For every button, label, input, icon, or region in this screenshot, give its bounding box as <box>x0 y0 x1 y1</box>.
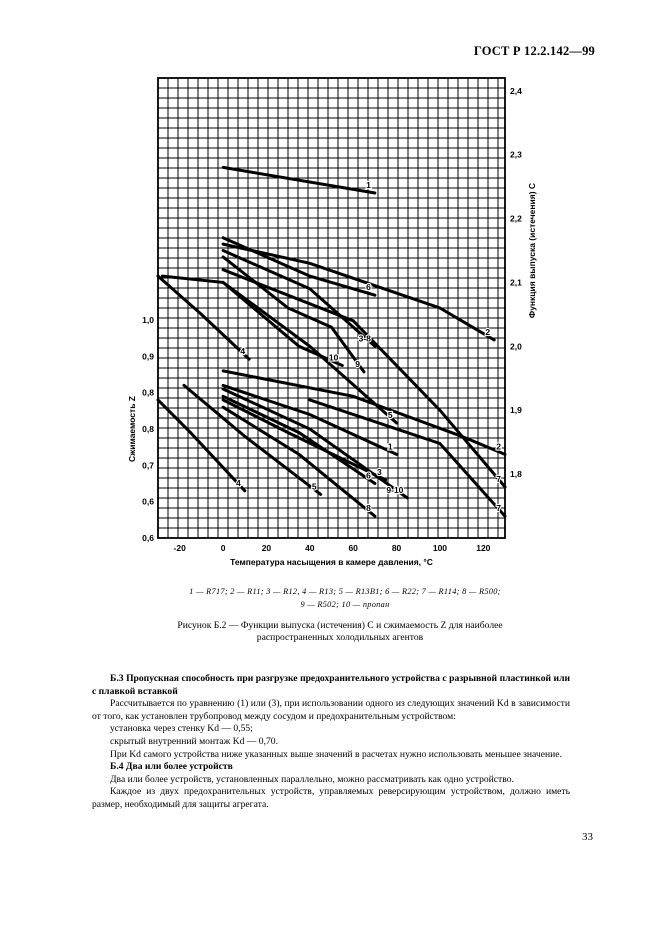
chart-curves <box>158 167 505 516</box>
x-tick-label: 120 <box>476 543 491 553</box>
c-curve-label: 7 <box>496 473 501 484</box>
c-curve-6 <box>223 238 375 296</box>
x-tick-label: -20 <box>173 543 186 553</box>
caption-line-2: распространенных холодильных агентов <box>256 632 424 643</box>
section-b4-paragraph-2: Каждое из двух предохранительных устройств, управляемых реверсирующим устройством, должно иметь размер, необходимый для защиты агрегата. <box>92 786 570 810</box>
right-tick-label: 2,4 <box>510 85 522 96</box>
c-curve-1 <box>223 167 375 193</box>
x-tick-label: 0 <box>220 543 226 553</box>
c-curve-label: 4 <box>240 346 246 357</box>
z-curve-label: 7 <box>496 503 501 514</box>
left-tick-label: 0,6 <box>142 533 154 543</box>
section-b4-title: Б.4 Два или более устройств <box>110 761 233 773</box>
z-curve-label: 5 <box>311 481 317 492</box>
z-curve-label: 1 <box>387 441 393 452</box>
right-axis-title: Функция выпуска (истечения) C <box>527 182 537 319</box>
c-curve-label: 2 <box>485 326 491 337</box>
x-tick-label: 60 <box>348 543 358 553</box>
c-curve-label: 10 <box>328 352 339 363</box>
left-axis-title: Сжимаемость Z <box>127 396 137 462</box>
figure-caption <box>120 620 560 644</box>
section-b4-paragraph-1: Два или более устройств, установленных параллельно, можно рассматривать как одно устройство. <box>110 773 514 785</box>
left-tick-label: 0,7 <box>142 460 154 471</box>
left-tick-label: 1,0 <box>142 315 154 325</box>
c-curve-label: 9 <box>355 358 361 369</box>
c-curve-label: 5 <box>387 410 393 420</box>
left-tick-label: 0,9 <box>142 351 154 362</box>
legend-line-1: 1 — R717; 2 — R11; 3 — R12, 4 — R13; 5 — R13B1; 6 — R22; 7 — R114; 8 — R500; <box>189 587 501 596</box>
x-tick-label: 80 <box>391 543 402 553</box>
z-curve-label: 3 <box>376 466 382 477</box>
right-tick-label: 2,0 <box>510 341 522 352</box>
right-tick-label: 1,8 <box>510 469 522 480</box>
section-b3-title: Б.3 Пропускная способность при разгрузке предохранительного устройства с разрывной пластинкой или с плавкой вставкой <box>92 673 570 697</box>
z-curve-2 <box>223 371 505 455</box>
legend-line-2: 9 — R502; 10 — пропан <box>300 600 390 609</box>
body-text <box>92 673 570 812</box>
z-curve-label: 9-10 <box>386 485 404 496</box>
x-tick-label: 100 <box>432 543 448 553</box>
z-curve-label: 8 <box>366 503 371 514</box>
z-curve-label: 6 <box>366 470 371 481</box>
page-number: 33 <box>582 831 593 843</box>
right-tick-label: 2,3 <box>510 149 522 160</box>
c-curve-label: 6 <box>366 282 371 293</box>
left-tick-label: 0,8 <box>142 387 154 398</box>
z-curve-label: 2 <box>496 441 501 452</box>
z-curve-label: 4 <box>236 477 241 488</box>
c-curve-label: 1 <box>366 180 371 190</box>
section-b3-item-1: установка через стенку Kd — 0,55; <box>110 723 253 735</box>
section-b3-item-2: скрытый внутренний монтаж Kd — 0,70. <box>110 735 278 747</box>
x-tick-label: 20 <box>261 543 272 553</box>
x-axis-title: Температура насыщения в камере давления, °C <box>230 557 433 567</box>
left-tick-label: 0,6 <box>142 496 154 507</box>
figure-legend <box>140 585 550 611</box>
section-b3-paragraph-1: Рассчитывается по уравнению (1) или (3), при использовании одного из следующих значений Kd в зависимости от того, как установлен трубопровод между сосудом и предохранительным устройством: <box>92 698 570 722</box>
document-header: ГОСТ Р 12.2.142—99 <box>473 44 595 58</box>
caption-line-1: Рисунок Б.2 — Функции выпуска (истечения) C и сжимаемость Z для наиболее <box>177 620 503 631</box>
x-tick-label: 40 <box>305 543 315 553</box>
left-tick-label: 0,8 <box>142 424 154 434</box>
right-tick-label: 1,9 <box>510 405 522 416</box>
right-tick-label: 2,1 <box>510 277 522 288</box>
c-curve-label: 3-8 <box>358 333 371 344</box>
section-b3-paragraph-2: При Kd самого устройства ниже указанных выше значений в расчетах нужно использовать меньшее значение. <box>110 748 562 760</box>
right-tick-label: 2,2 <box>510 213 522 224</box>
